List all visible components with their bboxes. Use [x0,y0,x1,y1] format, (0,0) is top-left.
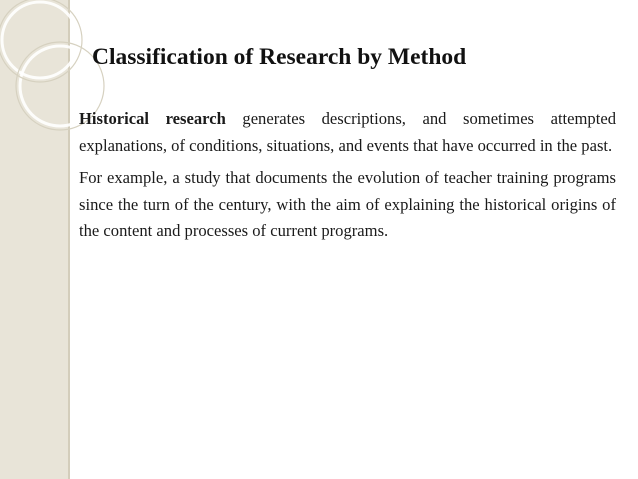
paragraph-example [79,165,616,245]
paragraph1-text: generates descriptions, and sometimes attempted explanations, of conditions, situations, and events that have occurred in the past. [79,109,617,155]
term-historical-research: Historical research [79,109,226,128]
slide-content [79,106,616,251]
paragraph2-text: For example, a study that documents the evolution of teacher training programs since the turn of the century, with the aim of explaining the historical origins of the content and processes of current programs. [79,168,616,240]
paragraph-historical-research [79,106,616,159]
slide-title: Classification of Research by Method [92,44,467,70]
left-band-edge [68,0,70,479]
left-decorative-band [0,0,70,479]
